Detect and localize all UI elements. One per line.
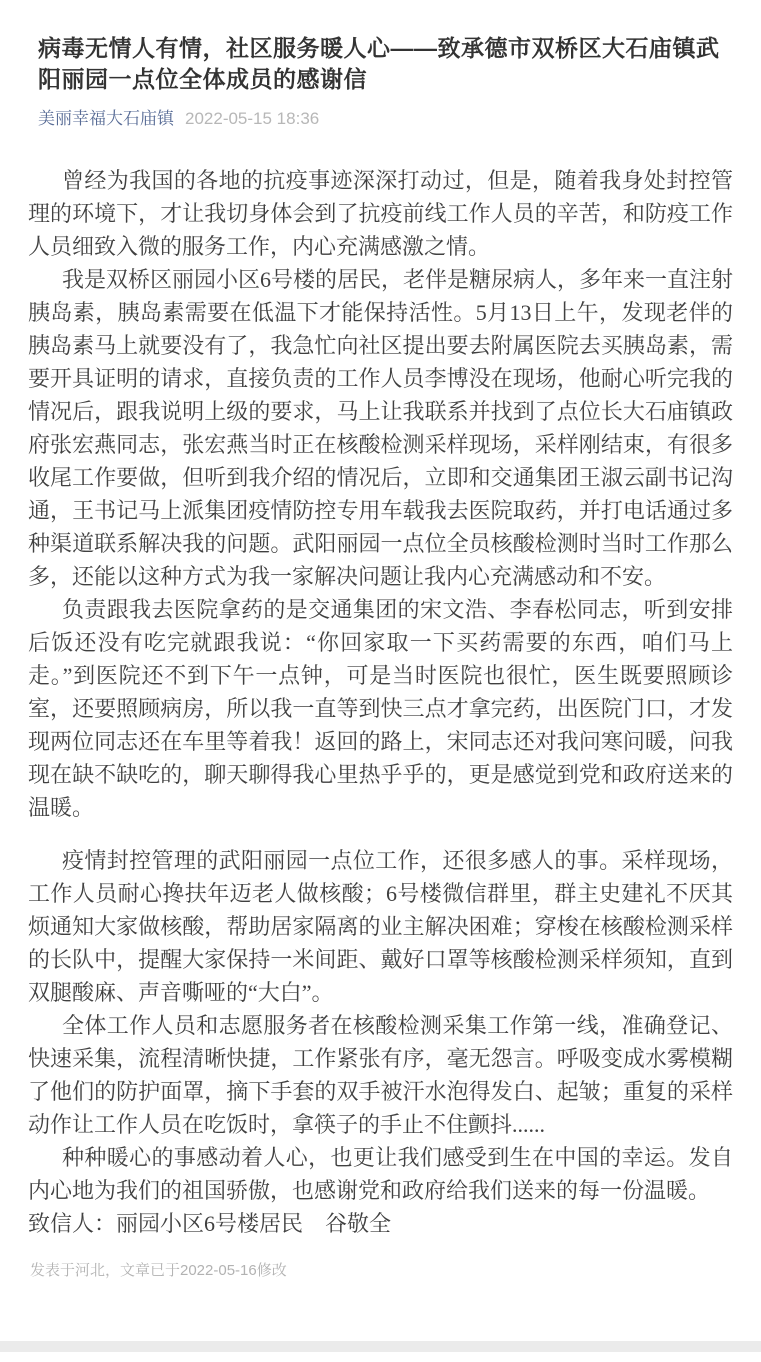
footer-note: 发表于河北，文章已于2022-05-16修改 (30, 1262, 287, 1279)
byline (38, 108, 725, 130)
body-paragraph: 负责跟我去医院拿药的是交通集团的宋文浩、李春松同志，听到安排后饭还没有吃完就跟我说：“你回家取一下买药需要的东西，咱们马上走。”到医院还不到下午一点钟，可是当时医院也很忙，医生既要照顾诊室，还要照顾病房，所以我一直等到快三点才拿完药，出医院门口，才发现两位同志还在车里等着我！返回的路上，宋同志还对我问寒问暖，问我现在缺不缺吃的，聊天聊得我心里热乎乎的，更是感觉到党和政府送来的温暖。 (28, 597, 733, 820)
publish-time: 2022-05-15 18:36 (185, 109, 320, 128)
article-header (0, 0, 761, 130)
body-paragraph: 全体工作人员和志愿服务者在核酸检测采集工作第一线，准确登记、快速采集，流程清晰快捷，工作紧张有序，毫无怨言。呼吸变成水雾模糊了他们的防护面罩，摘下手套的双手被汗水泡得发白、起皱；重复的采样动作让工作人员在吃饭时，拿筷子的手止不住颤抖...... (28, 1013, 733, 1137)
article-body (0, 164, 761, 1240)
bottom-bar (0, 1341, 761, 1352)
body-paragraph: 曾经为我国的各地的抗疫事迹深深打动过，但是，随着我身处封控管理的环境下，才让我切身体会到了抗疫前线工作人员的辛苦，和防疫工作人员细致入微的服务工作，内心充满感激之情。 (28, 168, 733, 259)
body-paragraph: 种种暖心的事感动着人心，也更让我们感受到生在中国的幸运。发自内心地为我们的祖国骄傲，也感谢党和政府给我们送来的每一份温暖。 (28, 1145, 733, 1203)
body-paragraph: 致信人：丽园小区6号楼居民 谷敬全 (28, 1211, 392, 1236)
article-title: 病毒无情人有情，社区服务暖人心——致承德市双桥区大石庙镇武阳丽园一点位全体成员的感谢信 (38, 35, 720, 92)
body-paragraph: 我是双桥区丽园小区6号楼的居民，老伴是糖尿病人，多年来一直注射胰岛素，胰岛素需要在低温下才能保持活性。5月13日上午，发现老伴的胰岛素马上就要没有了，我急忙向社区提出要去附属医院去买胰岛素，需要开具证明的请求，直接负责的工作人员李博没在现场，他耐心听完我的情况后，跟我说明上级的要求，马上让我联系并找到了点位长大石庙镇政府张宏燕同志，张宏燕当时正在核酸检测采样现场，采样刚结束，有很多收尾工作要做，但听到我介绍的情况后，立即和交通集团王淑云副书记沟通，王书记马上派集团疫情防控专用车载我去医院取药，并打电话通过多种渠道联系解决我的问题。武阳丽园一点位全员核酸检测时当时工作那么多，还能以这种方式为我一家解决问题让我内心充满感动和不安。 (28, 267, 734, 589)
body-paragraph: 疫情封控管理的武阳丽园一点位工作，还很多感人的事。采样现场，工作人员耐心搀扶年迈老人做核酸；6号楼微信群里，群主史建礼不厌其烦通知大家做核酸，帮助居家隔离的业主解决困难；穿梭在核酸检测采样的长队中，提醒大家保持一米间距、戴好口罩等核酸检测采样须知，直到双腿酸麻、声音嘶哑的“大白”。 (28, 848, 733, 1005)
author-link[interactable]: 美丽幸福大石庙镇 (38, 109, 174, 128)
